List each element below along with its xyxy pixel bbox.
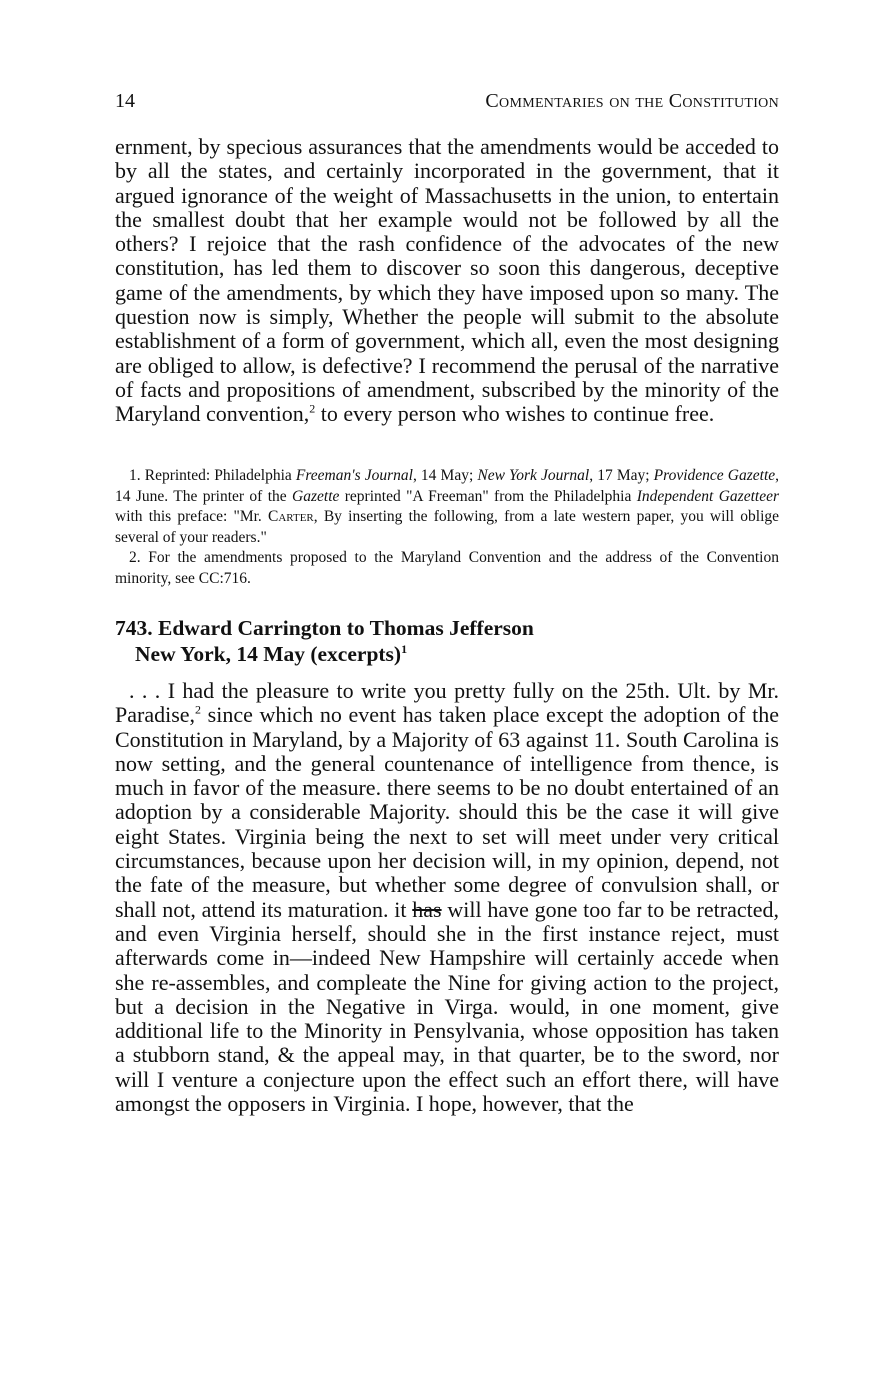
footnotes <box>115 466 779 589</box>
note-ref: 1 <box>401 641 408 656</box>
continued-text: ernment, by specious assurances that the amendments would be acceded to by all the states, and certainly incorporated in the government, that it argued ignorance of the weight of Massachusetts in the union, to entertain the smallest doubt that her example would not be followed by all the others? I rejoice that the rash confidence of the advocates of the new constitution, has led them to discover so soon this dangerous, deceptive game of the amendments, by which they have imposed upon so many. The question now is simply, Whether the people will submit to the absolute establishment of a form of government, which all, even the most designing are obliged to allow, is defective? I recommend the perusal of the narrative of facts and propositions of amendment, subscribed by the minority of the Maryland convention, <box>115 134 779 427</box>
note-ref: 2 <box>309 401 316 416</box>
note-italic-title: Gazette <box>292 487 340 505</box>
footnote-2: 2. For the amendments proposed to the Maryland Convention and the address of the Convention minority, see CC:716. <box>115 549 779 587</box>
running-title: Commentaries on the Constitution <box>485 90 779 112</box>
note-text: reprinted "A Freeman" from the Philadelphia <box>339 487 637 505</box>
note-italic-title: Independent Gazetteer <box>636 487 779 505</box>
note-text: 1. Reprinted: Philadelphia <box>129 467 296 484</box>
note-text: , By inserting the following, from a late western paper, you will oblige several of your readers." <box>115 508 780 546</box>
letter-text: since which no event has taken place except the adoption of the Constitution in Maryland, by a Majority of 63 against 11. South Carolina is now setting, and the general countenance of intelligence from thence, is much in favor of the measure. there seems to be no doubt entertained of an adoption by a considerable Majority. should this be the case it will give eight States. Virginia being the next to set will meet under very critical circumstances, because upon her decision will, in my opinion, depend, not the fate of the measure, but whether some degree of convulsion shall, or shall not, attend its maturation. it <box>115 702 779 922</box>
letter-paragraph <box>115 679 779 1116</box>
letter-text: . . . I had the pleasure to write you pretty fully on the 25th. Ult. by Mr. Paradise, <box>115 678 779 728</box>
letter-text-block <box>115 679 779 1116</box>
continued-paragraph <box>115 135 779 427</box>
footnote-1 <box>115 466 779 548</box>
note-text: , 17 May; <box>589 467 654 484</box>
note-italic-title: Providence Gazette <box>653 467 776 484</box>
document-heading <box>115 615 779 667</box>
note-ref: 2 <box>195 702 202 717</box>
note-text: with this preface: "Mr. <box>115 508 269 525</box>
continued-text-end: to every person who wishes to continue free. <box>315 401 715 427</box>
letter-text: will have gone too far to be retracted, and even Virginia herself, should she in the first instance reject, must afterwards come in—indeed New Hampshire will certainly accede when she re-assembles, and compleate the Nine for giving action to the project, but a decision in the Negative in Virga. would, in one moment, give additional life to the Minority in Pensylvania, whose opposition has taken a stubborn stand, & the appeal may, in that quarter, be to the sword, nor will I venture a conjecture upon the effect such an effort there, will have amongst the opposers in Virginia. I hope, however, that the <box>115 896 779 1117</box>
dateline-text: New York, 14 May (excerpts) <box>135 642 402 666</box>
note-text: , 14 June. The printer of the <box>115 467 780 505</box>
struck-word: has <box>412 896 442 922</box>
note-italic-title: Freeman's Journal <box>295 467 413 484</box>
note-italic-title: New York Journal <box>477 467 590 484</box>
document-dateline <box>115 641 779 667</box>
note-smallcaps-name: Carter <box>268 508 314 525</box>
note-text: , 14 May; <box>412 467 478 484</box>
page-number: 14 <box>115 90 135 112</box>
running-head <box>115 88 779 114</box>
document-title: 743. Edward Carrington to Thomas Jefferson <box>115 616 534 640</box>
continued-text-block <box>115 135 779 427</box>
